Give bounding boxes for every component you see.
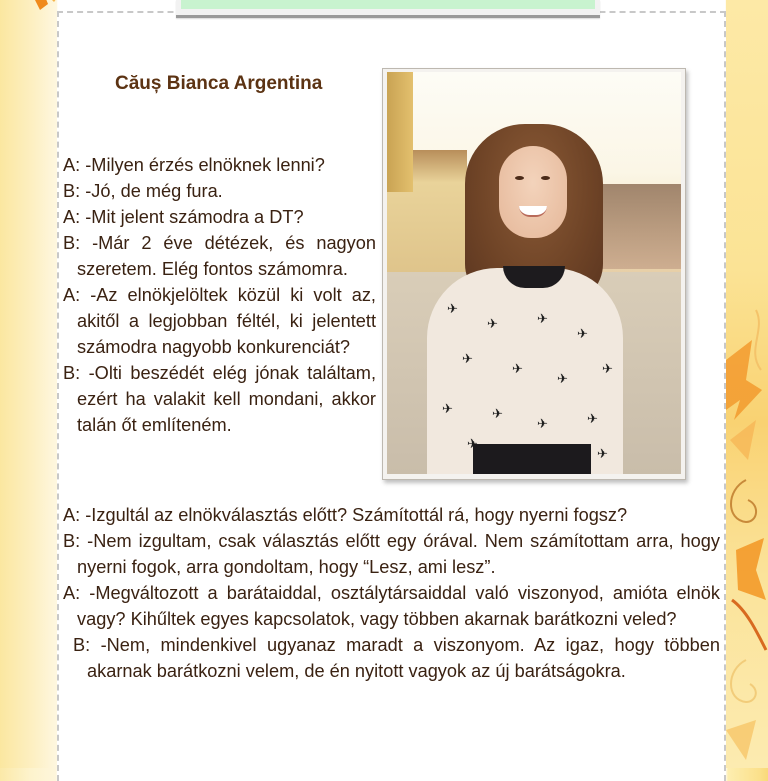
bird-print-icon: ✈ bbox=[442, 401, 453, 416]
interview-text: -Olti beszédét elég jónak találtam, ezért ha valakit kell mondani, akkor talán őt említeném. bbox=[77, 363, 377, 435]
autumn-background-right bbox=[726, 0, 768, 768]
bird-print-icon: ✈ bbox=[537, 416, 548, 431]
interview-text: -Nem, mindenkivel ugyanaz maradt a viszonyom. Az igaz, hogy többen akarnak barátkozni velem, de én nyitott vagyok az új barátságokra. bbox=[87, 635, 720, 681]
bird-print-icon: ✈ bbox=[447, 301, 458, 316]
bird-print-icon: ✈ bbox=[492, 406, 503, 421]
interview-text: -Az elnökjelöltek közül ki volt az, akitől a legjobban féltél, ki jelentett számodra nagyobb konkurenciát? bbox=[77, 285, 376, 357]
bird-print-icon: ✈ bbox=[537, 311, 548, 326]
bird-print-icon: ✈ bbox=[587, 411, 598, 426]
interview-text: -Jó, de még fura. bbox=[85, 181, 223, 201]
header-banner bbox=[176, 0, 600, 18]
speaker-label: B: bbox=[73, 635, 91, 655]
interview-line bbox=[63, 580, 720, 632]
bird-print-icon: ✈ bbox=[487, 316, 498, 331]
interview-wide bbox=[63, 502, 720, 684]
interview-text: -Izgultál az elnökválasztás előtt? Számítottál rá, hogy nyerni fogsz? bbox=[85, 505, 628, 525]
interview-line bbox=[63, 360, 376, 438]
photo-building-right bbox=[592, 184, 681, 269]
bird-print-icon: ✈ bbox=[557, 371, 568, 386]
speaker-label: A: bbox=[63, 207, 81, 227]
autumn-leaves-icon bbox=[726, 300, 768, 768]
photo-eye bbox=[541, 176, 550, 180]
photo-eye bbox=[515, 176, 524, 180]
interview-text: -Milyen érzés elnöknek lenni? bbox=[85, 155, 325, 175]
interview-line bbox=[63, 230, 376, 282]
photo-face bbox=[499, 146, 567, 238]
bird-print-icon: ✈ bbox=[462, 351, 473, 366]
speaker-label: B: bbox=[63, 531, 81, 551]
interview-text: -Nem izgultam, csak választás előtt egy órával. Nem számítottam arra, hogy nyerni fogok, arra gondoltam, hogy “Lesz, ami lesz”. bbox=[77, 531, 720, 577]
speaker-label: B: bbox=[63, 363, 81, 383]
interview-line bbox=[63, 282, 376, 360]
bird-print-icon: ✈ bbox=[597, 446, 608, 461]
interview-column bbox=[63, 152, 376, 438]
interview-line bbox=[63, 528, 720, 580]
photo-tower bbox=[387, 72, 413, 192]
header-banner-fill bbox=[181, 0, 595, 9]
speaker-label: A: bbox=[63, 505, 81, 525]
speaker-label: A: bbox=[63, 285, 81, 305]
speaker-label: B: bbox=[63, 233, 81, 253]
portrait-photo-frame bbox=[382, 68, 686, 480]
bird-print-icon: ✈ bbox=[467, 436, 478, 451]
interview-text: -Mit jelent számodra a DT? bbox=[85, 207, 304, 227]
bird-print-icon: ✈ bbox=[512, 361, 523, 376]
interview-line bbox=[63, 502, 720, 528]
speaker-label: B: bbox=[63, 181, 81, 201]
interview-text: -Már 2 éve détézek, és nagyon szeretem. Elég fontos számomra. bbox=[77, 233, 377, 279]
interview-line bbox=[63, 632, 720, 684]
interview-line bbox=[63, 178, 376, 204]
portrait-photo bbox=[387, 72, 681, 474]
bird-print-icon: ✈ bbox=[602, 361, 613, 376]
speaker-label: A: bbox=[63, 155, 81, 175]
photo-skirt bbox=[473, 444, 591, 474]
interview-line bbox=[63, 204, 376, 230]
interview-line bbox=[63, 152, 376, 178]
bird-print-icon: ✈ bbox=[577, 326, 588, 341]
person-name-heading: Căuș Bianca Argentina bbox=[115, 73, 323, 94]
autumn-background-left bbox=[0, 0, 57, 768]
interview-text: -Megváltozott a barátaiddal, osztálytársaiddal való viszonyod, amióta elnök vagy? Kihűltek egyes kapcsolatok, vagy többen akarnak barátkozni veled? bbox=[77, 583, 720, 629]
speaker-label: A: bbox=[63, 583, 81, 603]
